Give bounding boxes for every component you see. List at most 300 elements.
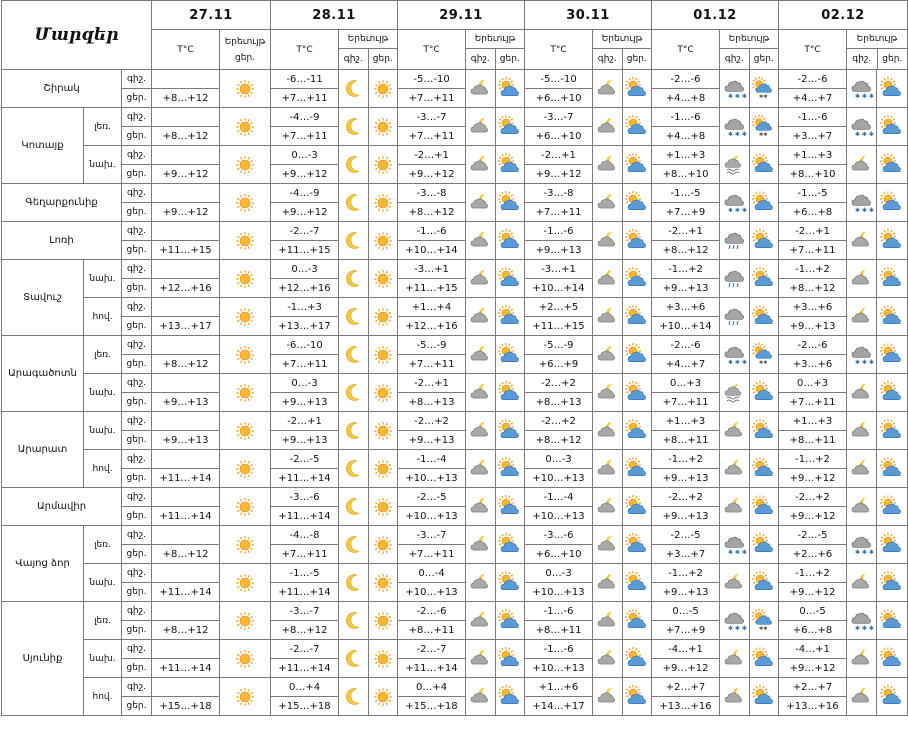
cloudy-night-icon bbox=[466, 640, 496, 678]
cloudy-night-icon bbox=[593, 184, 623, 222]
temperature-cell: 0…-3 bbox=[271, 146, 339, 165]
time-of-day: գիշ. bbox=[122, 260, 152, 279]
temperature-cell: -4…-8 bbox=[271, 526, 339, 545]
temperature-cell: +13…+17 bbox=[152, 317, 220, 336]
sun-icon bbox=[369, 336, 398, 374]
temperature-cell bbox=[152, 70, 220, 89]
partly-cloudy-icon bbox=[750, 450, 779, 488]
time-of-day: գիշ. bbox=[122, 336, 152, 355]
temperature-cell: +12…+16 bbox=[152, 279, 220, 298]
partly-cloudy-icon bbox=[877, 298, 908, 336]
partly-cloudy-icon bbox=[750, 184, 779, 222]
temperature-cell: 0…-3 bbox=[271, 260, 339, 279]
time-of-day: ցեր. bbox=[122, 431, 152, 450]
cloudy-night-icon bbox=[593, 70, 623, 108]
temperature-cell: +8…+12 bbox=[152, 545, 220, 564]
partly-cloudy-icon bbox=[750, 488, 779, 526]
cloudy-night-icon bbox=[847, 222, 877, 260]
moon-icon bbox=[339, 564, 369, 602]
temperature-cell bbox=[152, 412, 220, 431]
temperature-cell: -2…+1 bbox=[652, 222, 720, 241]
partly-cloudy-icon bbox=[623, 108, 652, 146]
svg-text:✱ ✱ ✱: ✱ ✱ ✱ bbox=[854, 206, 874, 214]
temperature-cell: +7…+11 bbox=[398, 127, 466, 146]
temperature-cell: +10…+13 bbox=[398, 507, 466, 526]
temperature-cell bbox=[152, 336, 220, 355]
cloudy-night-icon bbox=[593, 640, 623, 678]
temperature-cell: +10…+13 bbox=[398, 583, 466, 602]
temperature-cell: +9…+13 bbox=[652, 507, 720, 526]
night-label: գիշ. bbox=[720, 49, 750, 69]
partly-cloudy-icon bbox=[877, 488, 908, 526]
temperature-cell: +7…+11 bbox=[398, 355, 466, 374]
temperature-cell: +10…+14 bbox=[525, 279, 593, 298]
temperature-cell: +12…+16 bbox=[271, 279, 339, 298]
partly-cloudy-icon bbox=[623, 526, 652, 564]
night-label: գիշ. bbox=[847, 49, 878, 69]
sun-icon bbox=[369, 146, 398, 184]
temperature-cell: 0…-3 bbox=[525, 450, 593, 469]
night-label: գիշ. bbox=[593, 49, 623, 69]
sun-icon bbox=[220, 108, 271, 146]
snow-cloud-icon bbox=[847, 108, 877, 146]
temperature-cell bbox=[152, 184, 220, 203]
cloudy-night-icon bbox=[466, 564, 496, 602]
temperature-cell: +6…+8 bbox=[779, 621, 847, 640]
time-of-day: գիշ. bbox=[122, 146, 152, 165]
partly-cloudy-icon bbox=[623, 602, 652, 640]
rain-cloud-icon bbox=[720, 222, 750, 260]
region-name: Շիրակ bbox=[2, 70, 122, 108]
forecast-table bbox=[1, 0, 908, 716]
cloudy-night-icon bbox=[847, 298, 877, 336]
region-name: Արարատ bbox=[2, 412, 84, 488]
temperature-cell: +7…+11 bbox=[271, 89, 339, 108]
time-of-day: գիշ. bbox=[122, 526, 152, 545]
partly-cloudy-icon bbox=[496, 260, 525, 298]
cloudy-night-icon bbox=[720, 488, 750, 526]
cloudy-night-icon bbox=[466, 678, 496, 716]
cloudy-night-icon bbox=[466, 108, 496, 146]
sun-icon bbox=[220, 640, 271, 678]
snow-cloud-icon bbox=[720, 108, 750, 146]
cloudy-night-icon bbox=[466, 374, 496, 412]
temperature-cell: +7…+11 bbox=[271, 545, 339, 564]
temperature-cell: 0…-4 bbox=[398, 564, 466, 583]
temperature-cell: +9…+13 bbox=[652, 279, 720, 298]
sun-snow-icon bbox=[750, 108, 779, 146]
partly-cloudy-icon bbox=[877, 108, 908, 146]
cloudy-night-icon bbox=[466, 488, 496, 526]
temperature-cell: +8…+12 bbox=[152, 355, 220, 374]
moon-icon bbox=[339, 526, 369, 564]
partly-cloudy-icon bbox=[496, 70, 525, 108]
temperature-cell: +10…+13 bbox=[525, 507, 593, 526]
temperature-cell: -1…-4 bbox=[398, 450, 466, 469]
temperature-cell: +8…+11 bbox=[525, 621, 593, 640]
partly-cloudy-icon bbox=[750, 222, 779, 260]
sun-icon bbox=[220, 564, 271, 602]
temp-col-header: T°C bbox=[652, 30, 720, 70]
temperature-cell: -1…-4 bbox=[525, 488, 593, 507]
subregion-name: լեռ. bbox=[84, 526, 122, 564]
partly-cloudy-icon bbox=[877, 374, 908, 412]
temperature-cell: -1…+3 bbox=[271, 298, 339, 317]
temperature-cell: -1…-5 bbox=[652, 184, 720, 203]
time-of-day: ցեր. bbox=[122, 127, 152, 146]
table-row bbox=[2, 602, 908, 621]
svg-text:✱ ✱ ✱: ✱ ✱ ✱ bbox=[854, 548, 874, 556]
cloudy-night-icon bbox=[593, 336, 623, 374]
subregion-name: լեռ. bbox=[84, 108, 122, 146]
temperature-cell: -1…-6 bbox=[779, 108, 847, 127]
cloudy-night-icon bbox=[720, 678, 750, 716]
partly-cloudy-icon bbox=[623, 70, 652, 108]
phenomena-col-header bbox=[339, 30, 398, 70]
moon-icon bbox=[339, 146, 369, 184]
temperature-cell: +6…+10 bbox=[525, 127, 593, 146]
svg-text:✱ ✱ ✱: ✱ ✱ ✱ bbox=[727, 548, 747, 556]
sun-icon bbox=[220, 222, 271, 260]
partly-cloudy-icon bbox=[623, 640, 652, 678]
partly-cloudy-icon bbox=[877, 70, 908, 108]
temperature-cell: -3…-8 bbox=[525, 184, 593, 203]
partly-cloudy-icon bbox=[623, 222, 652, 260]
time-of-day: գիշ. bbox=[122, 602, 152, 621]
temperature-cell: -4…+1 bbox=[652, 640, 720, 659]
phenomena-label: Երեւույթ bbox=[847, 30, 907, 49]
time-of-day: ցեր. bbox=[122, 241, 152, 260]
temperature-cell: +1…+3 bbox=[652, 146, 720, 165]
partly-cloudy-icon bbox=[750, 260, 779, 298]
temperature-cell: -1…-5 bbox=[779, 184, 847, 203]
time-of-day: գիշ. bbox=[122, 108, 152, 127]
phenomena-label: Երեւույթ bbox=[466, 30, 524, 49]
temperature-cell: +7…+11 bbox=[398, 545, 466, 564]
temperature-cell bbox=[152, 488, 220, 507]
temperature-cell: -1…-5 bbox=[271, 564, 339, 583]
temperature-cell: +1…+6 bbox=[525, 678, 593, 697]
temperature-cell: +1…+3 bbox=[779, 412, 847, 431]
moon-icon bbox=[339, 374, 369, 412]
temperature-cell: +8…+12 bbox=[271, 621, 339, 640]
cloudy-night-icon bbox=[847, 260, 877, 298]
temperature-cell: +11…+14 bbox=[271, 659, 339, 678]
temperature-cell: -3…-7 bbox=[525, 108, 593, 127]
temperature-cell: +8…+10 bbox=[779, 165, 847, 184]
temperature-cell: -2…-6 bbox=[779, 336, 847, 355]
moon-icon bbox=[339, 70, 369, 108]
temperature-cell: +9…+13 bbox=[271, 393, 339, 412]
temperature-cell: +7…+11 bbox=[525, 203, 593, 222]
sun-icon bbox=[369, 222, 398, 260]
svg-text:✱✱: ✱✱ bbox=[759, 93, 768, 100]
temperature-cell: +8…+11 bbox=[779, 431, 847, 450]
region-name: Գեղարքունիք bbox=[2, 184, 122, 222]
snow-cloud-icon bbox=[847, 184, 877, 222]
temperature-cell: +7…+9 bbox=[652, 203, 720, 222]
sun-snow-icon bbox=[750, 70, 779, 108]
temperature-cell: +2…+7 bbox=[779, 678, 847, 697]
temperature-cell: +9…+12 bbox=[152, 203, 220, 222]
night-label: գիշ. bbox=[339, 49, 369, 69]
temperature-cell bbox=[152, 146, 220, 165]
time-of-day: ցեր. bbox=[122, 355, 152, 374]
temperature-cell bbox=[152, 298, 220, 317]
cloudy-night-icon bbox=[593, 298, 623, 336]
svg-text:✱ ✱ ✱: ✱ ✱ ✱ bbox=[727, 206, 747, 214]
temperature-cell: +11…+15 bbox=[398, 279, 466, 298]
temperature-cell bbox=[152, 222, 220, 241]
cloudy-night-icon bbox=[847, 450, 877, 488]
temperature-cell: +3…+7 bbox=[779, 127, 847, 146]
moon-icon bbox=[339, 640, 369, 678]
table-row bbox=[2, 336, 908, 355]
cloudy-night-icon bbox=[466, 298, 496, 336]
temperature-cell: +12…+16 bbox=[398, 317, 466, 336]
temperature-cell: +7…+11 bbox=[779, 241, 847, 260]
phenomena-label: Երեւույթ bbox=[593, 30, 651, 49]
cloudy-night-icon bbox=[466, 222, 496, 260]
temperature-cell: +9…+13 bbox=[152, 431, 220, 450]
sun-icon bbox=[369, 260, 398, 298]
partly-cloudy-icon bbox=[623, 564, 652, 602]
sun-icon bbox=[220, 70, 271, 108]
temperature-cell: -1…-6 bbox=[652, 108, 720, 127]
temperature-cell: +4…+8 bbox=[652, 89, 720, 108]
time-of-day: գիշ. bbox=[122, 640, 152, 659]
temperature-cell: +9…+13 bbox=[652, 469, 720, 488]
sun-icon bbox=[369, 450, 398, 488]
temperature-cell: +13…+16 bbox=[652, 697, 720, 716]
temperature-cell: -5…-9 bbox=[398, 336, 466, 355]
cloudy-night-icon bbox=[593, 526, 623, 564]
date-header: 27.11 bbox=[152, 1, 271, 30]
moon-icon bbox=[339, 412, 369, 450]
subregion-name: նախ. bbox=[84, 146, 122, 184]
cloudy-night-icon bbox=[847, 374, 877, 412]
sun-icon bbox=[220, 260, 271, 298]
temperature-cell: +9…+12 bbox=[525, 165, 593, 184]
sun-icon bbox=[220, 336, 271, 374]
partly-cloudy-icon bbox=[623, 146, 652, 184]
fog-night-icon bbox=[720, 374, 750, 412]
cloudy-night-icon bbox=[466, 450, 496, 488]
temperature-cell: 0…+4 bbox=[398, 678, 466, 697]
partly-cloudy-icon bbox=[877, 336, 908, 374]
svg-text:✱ ✱ ✱: ✱ ✱ ✱ bbox=[854, 130, 874, 138]
temperature-cell: -3…-6 bbox=[271, 488, 339, 507]
table-row bbox=[2, 298, 908, 317]
subregion-name: հով. bbox=[84, 298, 122, 336]
date-header: 29.11 bbox=[398, 1, 525, 30]
svg-text:✱ ✱ ✱: ✱ ✱ ✱ bbox=[854, 358, 874, 366]
time-of-day: ցեր. bbox=[122, 659, 152, 678]
partly-cloudy-icon bbox=[877, 564, 908, 602]
temperature-cell: +7…+11 bbox=[652, 393, 720, 412]
temperature-cell: -2…+2 bbox=[779, 488, 847, 507]
temperature-cell: +8…+12 bbox=[152, 89, 220, 108]
subregion-name: հով. bbox=[84, 450, 122, 488]
temperature-cell: -1…+2 bbox=[779, 260, 847, 279]
temperature-cell: +11…+14 bbox=[152, 583, 220, 602]
temperature-cell: +10…+13 bbox=[525, 469, 593, 488]
partly-cloudy-icon bbox=[877, 640, 908, 678]
moon-icon bbox=[339, 222, 369, 260]
temperature-cell: +4…+7 bbox=[779, 89, 847, 108]
partly-cloudy-icon bbox=[877, 450, 908, 488]
partly-cloudy-icon bbox=[750, 374, 779, 412]
temperature-cell: +11…+14 bbox=[271, 583, 339, 602]
partly-cloudy-icon bbox=[750, 678, 779, 716]
time-of-day: գիշ. bbox=[122, 450, 152, 469]
phenomena-label: Երեւույթ bbox=[224, 36, 266, 47]
time-of-day: ցեր. bbox=[122, 317, 152, 336]
temperature-cell: -1…+2 bbox=[779, 450, 847, 469]
temperature-cell: +9…+12 bbox=[779, 659, 847, 678]
subregion-name: նախ. bbox=[84, 374, 122, 412]
cloudy-night-icon bbox=[466, 336, 496, 374]
temperature-cell: -5…-9 bbox=[525, 336, 593, 355]
cloudy-night-icon bbox=[466, 412, 496, 450]
cloudy-night-icon bbox=[593, 108, 623, 146]
partly-cloudy-icon bbox=[877, 184, 908, 222]
temperature-cell: +15…+18 bbox=[398, 697, 466, 716]
cloudy-night-icon bbox=[847, 146, 877, 184]
partly-cloudy-icon bbox=[496, 336, 525, 374]
temperature-cell: +11…+15 bbox=[271, 241, 339, 260]
temperature-cell: +4…+7 bbox=[652, 355, 720, 374]
partly-cloudy-icon bbox=[623, 336, 652, 374]
partly-cloudy-icon bbox=[496, 146, 525, 184]
svg-text:✱ ✱ ✱: ✱ ✱ ✱ bbox=[727, 624, 747, 632]
temperature-cell: -2…+1 bbox=[398, 374, 466, 393]
temperature-cell: +7…+11 bbox=[271, 355, 339, 374]
cloudy-night-icon bbox=[466, 184, 496, 222]
partly-cloudy-icon bbox=[877, 678, 908, 716]
subregion-name: լեռ. bbox=[84, 336, 122, 374]
cloudy-night-icon bbox=[720, 450, 750, 488]
subregion-name: հով. bbox=[84, 678, 122, 716]
sun-icon bbox=[369, 108, 398, 146]
temperature-cell: +8…+12 bbox=[152, 127, 220, 146]
cloudy-night-icon bbox=[466, 526, 496, 564]
temperature-cell: -1…-6 bbox=[525, 640, 593, 659]
cloudy-night-icon bbox=[593, 450, 623, 488]
cloudy-night-icon bbox=[720, 412, 750, 450]
partly-cloudy-icon bbox=[623, 488, 652, 526]
sun-icon bbox=[220, 526, 271, 564]
temperature-cell: +1…+3 bbox=[652, 412, 720, 431]
phenomena-label: Երեւույթ bbox=[720, 30, 778, 49]
partly-cloudy-icon bbox=[496, 488, 525, 526]
sun-icon bbox=[369, 412, 398, 450]
temperature-cell: +10…+13 bbox=[525, 659, 593, 678]
svg-text:✱ ✱ ✱: ✱ ✱ ✱ bbox=[854, 624, 874, 632]
temperature-cell: 0…-3 bbox=[525, 564, 593, 583]
temperature-cell: -2…-6 bbox=[652, 336, 720, 355]
cloudy-night-icon bbox=[466, 602, 496, 640]
date-header: 28.11 bbox=[271, 1, 398, 30]
partly-cloudy-icon bbox=[496, 222, 525, 260]
sun-snow-icon bbox=[750, 602, 779, 640]
temperature-cell: +6…+10 bbox=[525, 545, 593, 564]
temperature-cell bbox=[152, 450, 220, 469]
time-of-day: գիշ. bbox=[122, 70, 152, 89]
temperature-cell bbox=[152, 108, 220, 127]
temperature-cell: +11…+14 bbox=[398, 659, 466, 678]
partly-cloudy-icon bbox=[496, 108, 525, 146]
time-of-day: ցեր. bbox=[122, 507, 152, 526]
moon-icon bbox=[339, 488, 369, 526]
temperature-cell: +13…+17 bbox=[271, 317, 339, 336]
temperature-cell: 0…+4 bbox=[271, 678, 339, 697]
temperature-cell: -5…-10 bbox=[398, 70, 466, 89]
temp-col-header: T°C bbox=[398, 30, 466, 70]
region-name: Վայոց ձոր bbox=[2, 526, 84, 602]
temperature-cell: -6…-10 bbox=[271, 336, 339, 355]
temperature-cell: +8…+10 bbox=[652, 165, 720, 184]
cloudy-night-icon bbox=[466, 146, 496, 184]
cloudy-night-icon bbox=[593, 412, 623, 450]
region-name: Արագածոտն bbox=[2, 336, 84, 412]
temperature-cell: +13…+16 bbox=[779, 697, 847, 716]
svg-text:✱✱: ✱✱ bbox=[759, 359, 768, 366]
temperature-cell: -3…-8 bbox=[398, 184, 466, 203]
sun-icon bbox=[369, 374, 398, 412]
moon-icon bbox=[339, 184, 369, 222]
cloudy-night-icon bbox=[593, 488, 623, 526]
snow-cloud-icon bbox=[720, 602, 750, 640]
temperature-cell: -4…-9 bbox=[271, 184, 339, 203]
partly-cloudy-icon bbox=[496, 526, 525, 564]
table-row bbox=[2, 146, 908, 165]
temperature-cell: +7…+11 bbox=[271, 127, 339, 146]
cloudy-night-icon bbox=[593, 374, 623, 412]
moon-icon bbox=[339, 678, 369, 716]
partly-cloudy-icon bbox=[877, 602, 908, 640]
table-row bbox=[2, 488, 908, 507]
svg-text:✱ ✱ ✱: ✱ ✱ ✱ bbox=[854, 92, 874, 100]
svg-text:✱✱: ✱✱ bbox=[759, 131, 768, 138]
day-label: ցեր. bbox=[372, 54, 393, 64]
table-row bbox=[2, 184, 908, 203]
temperature-cell: -1…+2 bbox=[652, 564, 720, 583]
time-of-day: ցեր. bbox=[122, 469, 152, 488]
temperature-cell: -1…+2 bbox=[652, 260, 720, 279]
region-name: Կոտայք bbox=[2, 108, 84, 184]
time-of-day: գիշ. bbox=[122, 374, 152, 393]
temperature-cell: +7…+11 bbox=[398, 89, 466, 108]
snow-cloud-icon bbox=[720, 184, 750, 222]
sun-icon bbox=[220, 678, 271, 716]
partly-cloudy-icon bbox=[496, 450, 525, 488]
svg-text:✱✱: ✱✱ bbox=[759, 625, 768, 632]
day-label: ցեր. bbox=[235, 52, 256, 63]
partly-cloudy-icon bbox=[750, 298, 779, 336]
subregion-name: նախ. bbox=[84, 412, 122, 450]
table-row bbox=[2, 70, 908, 89]
table-row bbox=[2, 412, 908, 431]
temperature-cell: +8…+13 bbox=[525, 393, 593, 412]
partly-cloudy-icon bbox=[623, 260, 652, 298]
temperature-cell: -1…-6 bbox=[525, 222, 593, 241]
snow-cloud-icon bbox=[720, 336, 750, 374]
partly-cloudy-icon bbox=[623, 450, 652, 488]
temperature-cell: 0…-5 bbox=[779, 602, 847, 621]
sun-icon bbox=[369, 640, 398, 678]
date-header: 01.12 bbox=[652, 1, 779, 30]
